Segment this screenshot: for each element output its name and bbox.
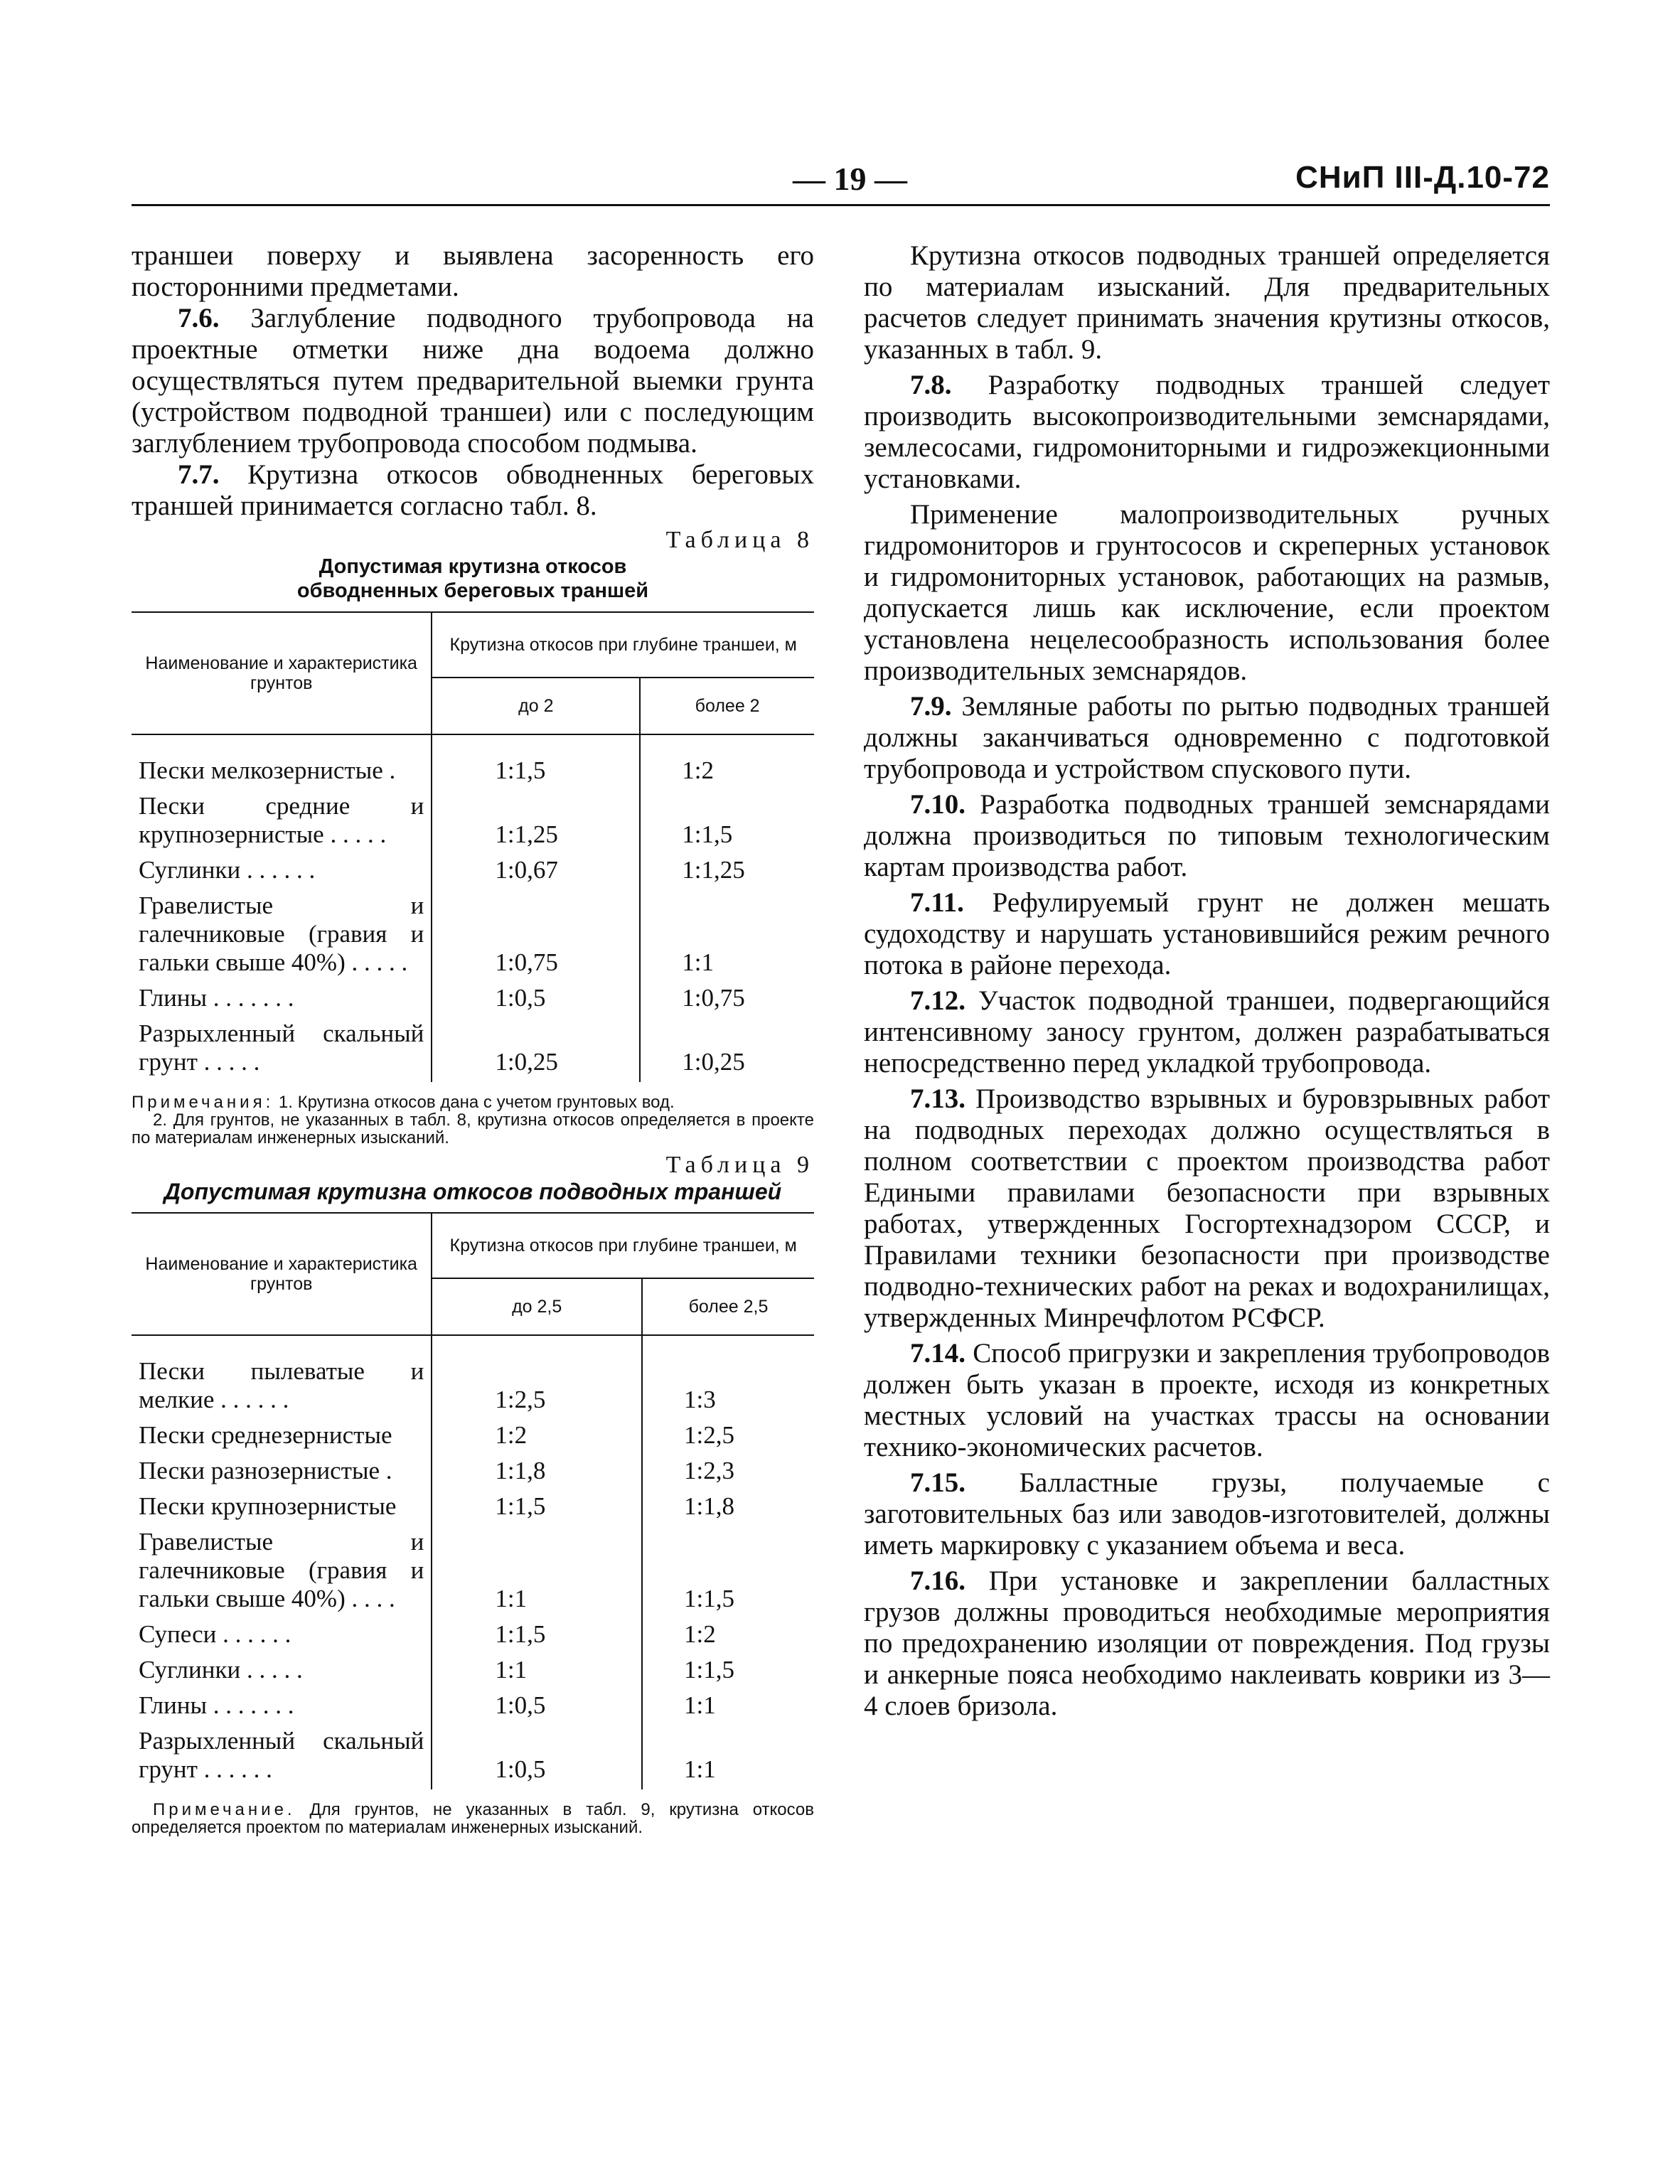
slope-value: 1:1,5	[682, 820, 733, 848]
note-label: Примечание.	[153, 1800, 296, 1819]
soil-name: Глины . . . . . . .	[132, 1690, 432, 1725]
soil-name: Суглинки . . . . .	[132, 1654, 432, 1690]
table-9-title: Допустимая крутизна откосов подводных траншей	[164, 1179, 782, 1204]
table-header-soil: Наименование и характеристика грунтов	[132, 1213, 432, 1335]
table-header-depth-a: до 2	[432, 678, 640, 734]
table-header-soil: Наименование и характеристика грунтов	[132, 612, 432, 734]
paragraph-7-8	[864, 370, 1550, 495]
table-8-caption: Таблица 8	[665, 527, 814, 553]
slope-value: 1:0,75	[682, 984, 745, 1012]
table-9-caption: Таблица 9	[665, 1152, 814, 1178]
slope-value: 1:1,25	[432, 791, 640, 855]
clause-number: 7.11.	[910, 887, 964, 918]
clause-text: Участок подводной траншеи, подвергающийся интенсивному заносу грунтом, должен разрабатываться непосредственно перед укладкой трубопровода.	[864, 985, 1550, 1078]
slope-value: 1:1,8	[432, 1455, 642, 1491]
table-8-title-line-2: обводненных береговых траншей	[296, 579, 649, 602]
slope-value: 1:2	[683, 1620, 716, 1648]
table-row	[132, 1420, 814, 1455]
soil-name: Пески пылеватые и мелкие . . . . . .	[132, 1335, 432, 1420]
paragraph-7-10	[864, 789, 1550, 883]
clause-text: При установке и закреплении балластных грузов должны проводиться необходимые мероприятия по предохранению изоляции от повреждения. Под грузы и анкерные пояса необходимо наклеивать коврики из 3—4 слоев бризола.	[864, 1565, 1550, 1721]
soil-name: Гравелистые и галечниковые (гравия и гальки свыше 40%) . . . . .	[132, 890, 432, 983]
paragraph-7-9	[864, 691, 1550, 785]
table-row	[132, 1335, 814, 1420]
slope-value: 1:1	[683, 1755, 716, 1783]
slope-value: 1:1	[683, 1691, 716, 1719]
clause-text: Земляные работы по рытью подводных траншей должны заканчиваться одновременно с подготовкой трубопровода и устройством спускового пути.	[864, 691, 1550, 784]
table-row	[132, 1491, 814, 1526]
slope-value: 1:1,5	[432, 1491, 642, 1526]
paragraph-continuation: траншеи поверху и выявлена засоренность его посторонними предметами.	[132, 240, 814, 302]
paragraph-intro: Крутизна откосов подводных траншей определяется по материалам изысканий. Для предварительных расчетов следует принимать значения крутизны откосов, указанных в табл. 9.	[864, 240, 1550, 365]
table-row	[132, 1018, 814, 1082]
table-8	[132, 611, 814, 1082]
soil-name: Разрыхленный скальный грунт . . . . .	[132, 1018, 432, 1082]
clause-number: 7.7.	[178, 459, 220, 490]
clause-text: Производство взрывных и буровзрывных работ на подводных переходах должно осуществляться в полном соответствии с проектом производства работ Едиными правилами безопасности при взрывных работах, утвержденных Госгортехнадзором СССР, и Правилами техники безопасности при производстве подводно-технических работ на реках и водохранилищах, утвержденных Минречфлотом РСФСР.	[864, 1083, 1550, 1333]
note-paragraph	[132, 1801, 814, 1836]
clause-number: 7.14.	[910, 1338, 965, 1369]
table-header-slope: Крутизна откосов при глубине траншеи, м	[432, 1213, 814, 1278]
table-9	[132, 1212, 814, 1789]
slope-value: 1:0,67	[432, 855, 640, 890]
slope-value: 1:2,5	[683, 1421, 734, 1449]
table-header-slope: Крутизна откосов при глубине траншеи, м	[432, 612, 814, 678]
slope-value: 1:1,8	[683, 1492, 734, 1520]
note-label: Примечания:	[132, 1093, 274, 1112]
slope-value: 1:0,5	[432, 983, 640, 1018]
table-row	[132, 1619, 814, 1654]
soil-name: Пески средние и крупнозернистые . . . . .	[132, 791, 432, 855]
clause-text: Балластные грузы, получаемые с заготовительных баз или заводов-изготовителей, должны иметь маркировку с указанием объема и веса.	[864, 1467, 1550, 1561]
table-row	[132, 734, 814, 791]
slope-value: 1:1	[432, 1526, 642, 1619]
paragraph-7-6	[132, 303, 814, 459]
page-header	[132, 160, 1550, 206]
slope-value: 1:2,5	[432, 1335, 642, 1420]
clause-number: 7.13.	[910, 1083, 965, 1114]
table-8-notes	[132, 1093, 814, 1147]
table-header-depth-a: до 2,5	[432, 1278, 642, 1335]
clause-text: Способ пригрузки и закрепления трубопроводов должен быть указан в проекте, исходя из конкретных местных условий на участках трассы на основании технико-экономических расчетов.	[864, 1338, 1550, 1462]
table-row	[132, 1455, 814, 1491]
paragraph-7-7	[132, 459, 814, 522]
soil-name: Пески крупнозернистые	[132, 1491, 432, 1526]
table-row	[132, 1654, 814, 1690]
slope-value: 1:0,5	[432, 1725, 642, 1789]
soil-name: Пески мелкозернистые .	[132, 734, 432, 791]
clause-number: 7.12.	[910, 985, 965, 1016]
table-row	[132, 890, 814, 983]
table-header-depth-b: более 2,5	[642, 1278, 814, 1335]
paragraph-7-12	[864, 985, 1550, 1079]
slope-value: 1:3	[683, 1386, 716, 1413]
clause-text: Рефулируемый грунт не должен мешать судоходству и нарушать установившийся режим речного потока в районе перехода.	[864, 887, 1550, 980]
slope-value: 1:1,5	[683, 1656, 734, 1684]
clause-text: Разработка подводных траншей земснарядами должна производиться по типовым технологическим картам производства работ.	[864, 789, 1550, 882]
table-row	[132, 1526, 814, 1619]
slope-value: 1:0,25	[432, 1018, 640, 1082]
table-row	[132, 1725, 814, 1789]
clause-number: 7.8.	[910, 370, 952, 400]
soil-name: Пески среднезернистые	[132, 1420, 432, 1455]
paragraph-7-16	[864, 1565, 1550, 1722]
table-8-note-1	[132, 1093, 814, 1111]
slope-value: 1:1,5	[683, 1585, 734, 1612]
clause-text: Разработку подводных траншей следует производить высокопроизводительными земснарядами, землесосами, гидромониторными и гидроэжекционными установками.	[864, 370, 1550, 494]
soil-name: Гравелистые и галечниковые (гравия и гальки свыше 40%) . . . .	[132, 1526, 432, 1619]
paragraph-7-13	[864, 1083, 1550, 1334]
clause-number: 7.15.	[910, 1467, 965, 1498]
clause-text: Крутизна откосов обводненных береговых траншей принимается согласно табл. 8.	[132, 459, 814, 521]
soil-name: Глины . . . . . . .	[132, 983, 432, 1018]
paragraph-7-14	[864, 1338, 1550, 1463]
soil-name: Пески разнозернистые .	[132, 1455, 432, 1491]
page-number: — 19 —	[793, 161, 907, 197]
paragraph-7-15	[864, 1467, 1550, 1561]
slope-value: 1:2	[682, 756, 714, 784]
paragraph-7-8-cont: Применение малопроизводительных ручных гидромониторов и грунтососов и скреперных установок и гидромониторных установок, работающих на размыв, допускается лишь как исключение, если проектом установлена нецелесообразность использования более производительных земснарядов.	[864, 499, 1550, 686]
document-code: СНиП III-Д.10-72	[1295, 160, 1550, 195]
slope-value: 1:2	[432, 1420, 642, 1455]
table-8-title-line-1: Допустимая крутизна откосов	[319, 555, 627, 578]
clause-number: 7.9.	[910, 691, 952, 722]
table-row	[132, 1690, 814, 1725]
left-column	[132, 240, 814, 1836]
table-9-note	[132, 1801, 814, 1836]
clause-number: 7.6.	[178, 303, 220, 333]
note-text: 1. Крутизна откосов дана с учетом грунтовых вод.	[274, 1093, 675, 1112]
table-row	[132, 855, 814, 890]
clause-text: Заглубление подводного трубопровода на проектные отметки ниже дна водоема должно осуществляться путем предварительной выемки грунта (устройством подводной траншеи) или с последующим заглублением трубопровода способом подмыва.	[132, 303, 814, 459]
table-8-note-2: 2. Для грунтов, не указанных в табл. 8, крутизна откосов определяется в проекте по материалам инженерных изысканий.	[132, 1110, 814, 1147]
slope-value: 1:0,75	[432, 890, 640, 983]
table-row	[132, 983, 814, 1018]
table-row	[132, 791, 814, 855]
clause-number: 7.10.	[910, 789, 965, 820]
slope-value: 1:2,3	[683, 1457, 734, 1484]
paragraph-7-11	[864, 887, 1550, 981]
slope-value: 1:1	[432, 1654, 642, 1690]
soil-name: Разрыхленный скальный грунт . . . . . .	[132, 1725, 432, 1789]
slope-value: 1:1	[682, 948, 714, 976]
clause-number: 7.16.	[910, 1565, 965, 1596]
table-header-depth-b: более 2	[640, 678, 814, 734]
right-column	[864, 240, 1550, 1722]
slope-value: 1:1,5	[432, 734, 640, 791]
soil-name: Супеси . . . . . .	[132, 1619, 432, 1654]
slope-value: 1:1,5	[432, 1619, 642, 1654]
soil-name: Суглинки . . . . . .	[132, 855, 432, 890]
slope-value: 1:0,25	[682, 1048, 745, 1076]
note-text: Для грунтов, не указанных в табл. 9, крутизна откосов определяется проектом по материалам инженерных изысканий.	[132, 1800, 814, 1837]
slope-value: 1:1,25	[682, 856, 745, 884]
slope-value: 1:0,5	[432, 1690, 642, 1725]
